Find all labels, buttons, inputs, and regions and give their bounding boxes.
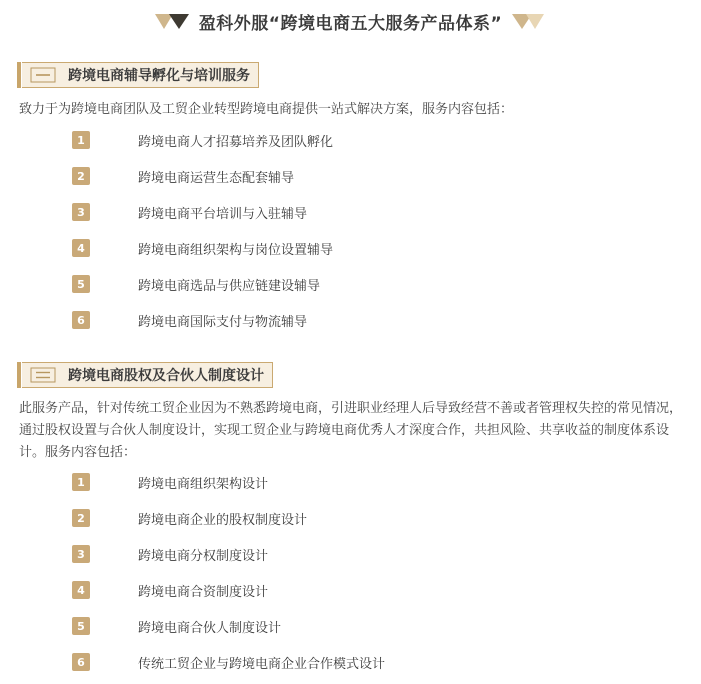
- list-item-text: 跨境电商合伙人制度设计: [138, 620, 282, 636]
- list-item-text: 跨境电商组织架构与岗位设置辅导: [138, 242, 334, 258]
- number-badge: 6: [72, 653, 90, 671]
- triangle-left-icon: [155, 12, 191, 30]
- minus-icon: [28, 63, 58, 87]
- list-item: [72, 536, 385, 572]
- list-item-text: 跨境电商运营生态配套辅导: [138, 170, 295, 186]
- number-badge: 4: [72, 239, 90, 257]
- section-intro: 致力于为跨境电商团队及工贸企业转型跨境电商提供一站式解决方案，服务内容包括：: [19, 102, 514, 117]
- title-bar: [0, 8, 701, 34]
- section-heading: 跨境电商股权及合伙人制度设计: [68, 368, 264, 384]
- section-header-box: [22, 362, 273, 388]
- service-list-incubation: [72, 122, 333, 338]
- section-header-equity: [17, 362, 273, 388]
- number-badge: 2: [72, 167, 90, 185]
- list-item: [72, 572, 385, 608]
- section-header-box: [22, 62, 259, 88]
- list-item-text: 传统工贸企业与跨境电商企业合作模式设计: [138, 656, 386, 672]
- list-item-text: 跨境电商分权制度设计: [138, 548, 269, 564]
- list-item: [72, 230, 333, 266]
- list-item: [72, 608, 385, 644]
- section-intro: 此服务产品，针对传统工贸企业因为不熟悉跨境电商，引进职业经理人后导致经营不善或者管理权失控的常见情况，通过股权设置与合伙人制度设计，实现工贸企业与跨境电商优秀人才深度合作，共担风险、共享收益的制度体系设计。服务内容包括：: [19, 401, 683, 460]
- double-line-icon: [28, 363, 58, 387]
- number-badge: 6: [72, 311, 90, 329]
- service-list-equity: [72, 464, 385, 680]
- number-badge: 5: [72, 275, 90, 293]
- list-item-text: 跨境电商选品与供应链建设辅导: [138, 278, 321, 294]
- number-badge: 1: [72, 473, 90, 491]
- list-item: [72, 302, 333, 338]
- list-item-text: 跨境电商平台培训与入驻辅导: [138, 206, 308, 222]
- triangle-right-icon: [510, 12, 546, 30]
- section-header-incubation: [17, 62, 259, 88]
- list-item-text: 跨境电商组织架构设计: [138, 476, 269, 492]
- list-item: [72, 464, 385, 500]
- number-badge: 1: [72, 131, 90, 149]
- number-badge: 2: [72, 509, 90, 527]
- number-badge: 5: [72, 617, 90, 635]
- list-item-text: 跨境电商企业的股权制度设计: [138, 512, 308, 528]
- list-item: [72, 500, 385, 536]
- number-badge: 3: [72, 545, 90, 563]
- accent-bar: [17, 62, 21, 88]
- number-badge: 3: [72, 203, 90, 221]
- section-heading: 跨境电商辅导孵化与培训服务: [68, 68, 250, 84]
- list-item: [72, 644, 385, 680]
- list-item: [72, 194, 333, 230]
- number-badge: 4: [72, 581, 90, 599]
- list-item: [72, 266, 333, 302]
- list-item: [72, 122, 333, 158]
- list-item: [72, 158, 333, 194]
- accent-bar: [17, 362, 21, 388]
- list-item-text: 跨境电商国际支付与物流辅导: [138, 314, 308, 330]
- page-title: 盈科外服“跨境电商五大服务产品体系”: [198, 13, 503, 34]
- list-item-text: 跨境电商合资制度设计: [138, 584, 269, 600]
- list-item-text: 跨境电商人才招募培养及团队孵化: [138, 134, 334, 150]
